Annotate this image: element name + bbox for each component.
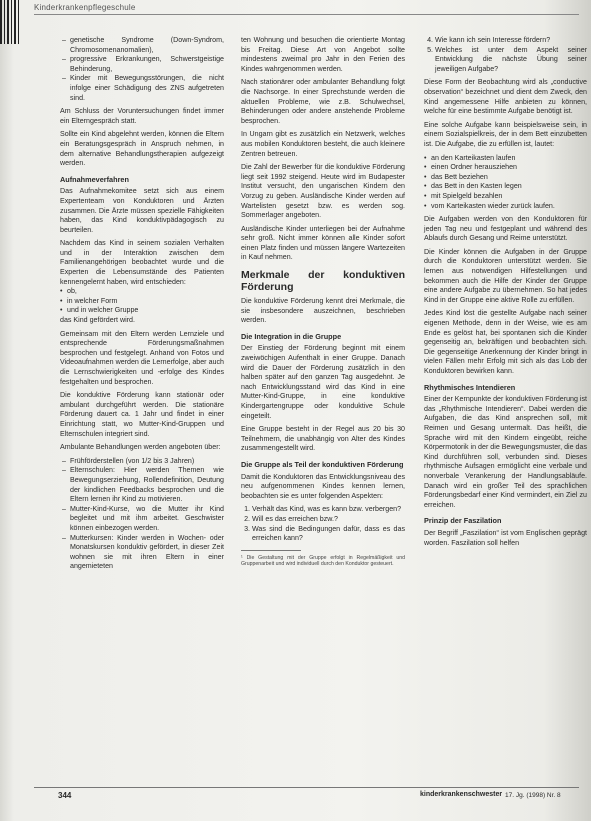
heading-aufnahmeverfahren: Aufnahmeverfahren (60, 174, 129, 184)
paragraph: Jedes Kind löst die gestellte Aufgabe nach seiner eigenen Methode, denn in der Weise, wie es am Ende es gelöst hat, bei spontanen sich die Kinder gegenseitig an, bekräftigen und beobachten sich. Die gegenseitige Anerkennung der Kinder bringt in vielen Fällen mehr Erfolg mit sich als das Lob der Konduktoren bewirken kann. (424, 309, 587, 375)
header-rule (34, 14, 579, 15)
list-item: • und in welcher Gruppe (67, 306, 224, 316)
paragraph: Gemeinsam mit den Eltern werden Lernziele und entsprechende Förderungsmaßnahmen besprochen und festgelegt. Anhand von Fotos und Videoaufnahmen werden die Lernerfolge, aber auch die Lernschwierigkeiten und -erfolge des Kindes festgehalten und besprochen. (60, 329, 224, 386)
column-3 (424, 36, 587, 552)
heading-rhythmisches-intendieren: Rhythmisches Intendieren (424, 382, 516, 392)
question-list-continued (424, 36, 587, 74)
binding-edge (0, 0, 22, 821)
paragraph: Die Kinder können die Aufgaben in der Gruppe durch die Konduktoren unterstützt werden. Sie lernen aus notwendigen Hilfestellungen und bekommen auch die Hilfe der Kinder der Gruppe eine andere Aufgabe zu übernehmen. So hat jedes Kind in der Gruppe eine aktive Rolle zu erfüllen. (424, 247, 587, 304)
ambulant-list (60, 457, 224, 572)
paragraph: ten Wohnung und besuchen die orientierte Montag bis Freitag. Diese Art von Angebot sollte mindestens zweimal pro Jahr in den Ferien des Kindes wahrgenommen werden. (241, 36, 405, 73)
paragraph: Die Zahl der Bewerber für die konduktive Förderung liegt seit 1992 steigend. Heute wird im Budapester Institut versucht, den ungarischen Kindern den Vorzug zu geben. Ausländische Kinder werden auf Wartelisten gesetzt bzw. es werden sog. Sommerlager angeboten. (241, 163, 405, 220)
list-item: – Mutter-Kind-Kurse, wo die Mutter ihr Kind begleitet und mit ihm arbeitet. Geschwister können einbezogen werden. (70, 505, 224, 534)
list-item: • vom Karteikasten wieder zurück laufen. (431, 202, 587, 212)
list-item: – Kinder mit Bewegungsstörungen, die nicht infolge einer Schädigung des ZNS aufgetreten sind. (70, 74, 224, 103)
column-2 (241, 36, 405, 568)
list-item: – genetische Syndrome (Down-Syndrom, Chromosomenanomalien), (70, 36, 224, 55)
paragraph: Eine Gruppe besteht in der Regel aus 20 bis 30 Teilnehmern, die unabhängig von Alter des Kindes zusammengestellt wird. (241, 425, 405, 453)
paragraph: Nachdem das Kind in seinem sozialen Verhalten und in der Interaktion zwischen dem Familienangehörigen beobachtet wurde und die Experten die Lebensumstände des Patienten kennengelernt haben, wird entschieden: (60, 239, 224, 286)
list-item: • ob, (67, 287, 224, 297)
running-title: Kinderkrankenpflegeschule (34, 3, 136, 12)
list-item: • das Bett beziehen (431, 173, 587, 183)
heading-merkmale: Merkmale der konduktiven Förderung (241, 269, 405, 294)
paragraph: Diese Form der Beobachtung wird als „conductive observation“ bezeichnet und dient dem Zweck, den Kind angemessene Hilfe anbieten zu können, welche für eine bestimmte Aufgabe benötigt ist. (424, 78, 587, 116)
issue-info: 17. Jg. (1998) Nr. 8 (505, 792, 561, 799)
paragraph: Damit die Konduktoren das Entwicklungsniveau des neu aufgenommenen Kindes kennen lernen, beobachten sie es unter folgenden Aspekten: (241, 472, 405, 500)
task-list (424, 154, 587, 212)
decision-list (60, 287, 224, 316)
list-item: – Mutterkursen: Kinder werden in Wochen- oder Monatskursen konduktiv gefördert, in dieser Zeit wohnen sie mit ihren Eltern in einer angemieteten (70, 534, 224, 572)
exclusion-list (60, 36, 224, 103)
list-item: • das Bett in den Kasten legen (431, 182, 587, 192)
footer-rule (34, 787, 579, 788)
list-item: • in welcher Form (67, 297, 224, 307)
list-item: 5. Welches ist unter dem Aspekt seiner Entwicklung die nächste Übung seiner jeweiligen Aufgabe? (435, 46, 587, 75)
paragraph: Ausländische Kinder unterliegen bei der Aufnahme sehr groß. Nicht immer können alle Kinder sofort einen Platz finden und müssen längere Wartezeiten in Kauf nehmen. (241, 224, 405, 262)
paragraph: Am Schluss der Voruntersuchungen findet immer ein Elterngespräch statt. (60, 107, 224, 125)
heading-integration: Die Integration in die Gruppe (241, 331, 342, 341)
list-item: • einen Ordner herausziehen (431, 163, 587, 173)
paragraph: Der Begriff „Faszilation“ ist vom Englischen geprägt worden. Faszilation soll helfen (424, 528, 587, 547)
list-item: 2. Will es das erreichen bzw.? (252, 515, 405, 525)
journal-name: kinderkrankenschwester (420, 791, 503, 798)
list-item: – Frühförderstellen (von 1/2 bis 3 Jahren) (70, 457, 224, 467)
list-item: 1. Verhält das Kind, was es kann bzw. verbergen? (252, 505, 405, 515)
heading-gruppe: Die Gruppe als Teil der konduktiven Förderung (241, 459, 404, 469)
list-item: – progressive Erkrankungen, Schwerstgeistige Behinderung, (70, 55, 224, 74)
paragraph: In Ungarn gibt es zusätzlich ein Netzwerk, welches aus mobilen Konduktoren besteht, die auch kleinere Zentren betreuen. (241, 130, 405, 158)
list-item: 4. Wie kann ich sein Interesse fördern? (435, 36, 587, 46)
paragraph: Ambulante Behandlungen werden angeboten über: (60, 443, 221, 452)
list-item: – Elternschulen: Hier werden Themen wie Bewegungserziehung, Rollendefinition, Deutung der kindlichen Feedbacks besprochen und die Eltern lernen ihr Kind zu motivieren. (70, 466, 224, 504)
paragraph: Die konduktive Förderung kann stationär oder ambulant durchgeführt werden. Die stationäre Förderung dauert ca. 1 Jahr und findet in einer Einrichtung statt, wo Mutter-Kind-Gruppen und Elternschulen integriert sind. (60, 391, 224, 438)
paragraph: Nach stationärer oder ambulanter Behandlung folgt die Nachsorge. In einer Sprechstunde werden die aktuellen Probleme, wie z.B. Schulwechsel, Behinderungen oder andere anstehende Probleme besprochen. (241, 78, 405, 125)
page-number: 344 (58, 791, 72, 800)
paragraph: Sollte ein Kind abgelehnt werden, können die Eltern ein Beratungsgespräch in Anspruch nehmen, in dem alternative Behandlungstherapien aufgezeigt werden. (60, 130, 224, 168)
paragraph: das Kind gefördert wird. (60, 316, 135, 325)
paragraph: Die Aufgaben werden von den Konduktoren für jeden Tag neu und festgeplant und während des Ablaufs durch Gesang und Reime unterstützt. (424, 215, 587, 243)
question-list (241, 505, 405, 543)
column-1 (60, 36, 224, 576)
list-item: 3. Was sind die Bedingungen dafür, dass es das erreichen kann? (252, 525, 405, 544)
paragraph: Die konduktive Förderung kennt drei Merkmale, die sie insbesondere auszeichnen, beschrieben werden. (241, 297, 405, 325)
heading-faszilation: Prinzip der Faszilation (424, 516, 502, 526)
paragraph: Das Aufnahmekomitee setzt sich aus einem Expertenteam von Konduktoren und Ärzten zusammen. Die Ärzte müssen spezielle Fähigkeiten haben, das Kind konduktivpädagogisch zu beurteilen. (60, 187, 224, 234)
paragraph: Eine solche Aufgabe kann beispielsweise sein, in einem Sozialspielkreis, der in dem Bett einzubetten ist. Die Aufgabe, die zu erfüllen ist, lautet: (424, 120, 587, 148)
paragraph: Einer der Kernpunkte der konduktiven Förderung ist das „Rhythmische Intendieren“. Dabei werden die Aufgaben, die das Kind ansprechen soll, mit Reimen und Gesang untermalt. Das heißt, die Sprache wird mit den Kindern eingeübt, reiche Körpermotorik in der die Bewegungsmuster, die das Kind durchführen soll, verbunden sind. Dieses rhythmische Aufsagen ermöglicht eine verbale und nonverbale Verankerung der Handlungsabläufe. Danach wird ein großer Teil des sprachlichen Förderungsbedarf einer Kind vermindert, ein Ziel zu erreichen. (424, 395, 587, 509)
list-item: • an den Karteikasten laufen (431, 154, 587, 164)
footnote-rule (241, 550, 301, 551)
list-item: • mit Spielgeld bezahlen (431, 192, 587, 202)
paragraph: Der Einstieg der Förderung beginnt mit einem zweiwöchigen Aufenthalt in einer Gruppe. Danach wird die Dauer der Förderung zusätzlich in den halben später auf den ganzen Tag ausgedehnt. Je nach Entwicklungsstand wird das Kind in eine Mutter-Kind-Gruppe, in eine konduktive Kindergartengruppe oder konduktive Schule eingeteilt. (241, 344, 405, 420)
footnote: ¹ Die Gestaltung mit der Gruppe erfolgt in Regelmäßigkeit und Gruppenarbeit und wird individuell durch den Konduktor gesteuert. (241, 554, 405, 568)
